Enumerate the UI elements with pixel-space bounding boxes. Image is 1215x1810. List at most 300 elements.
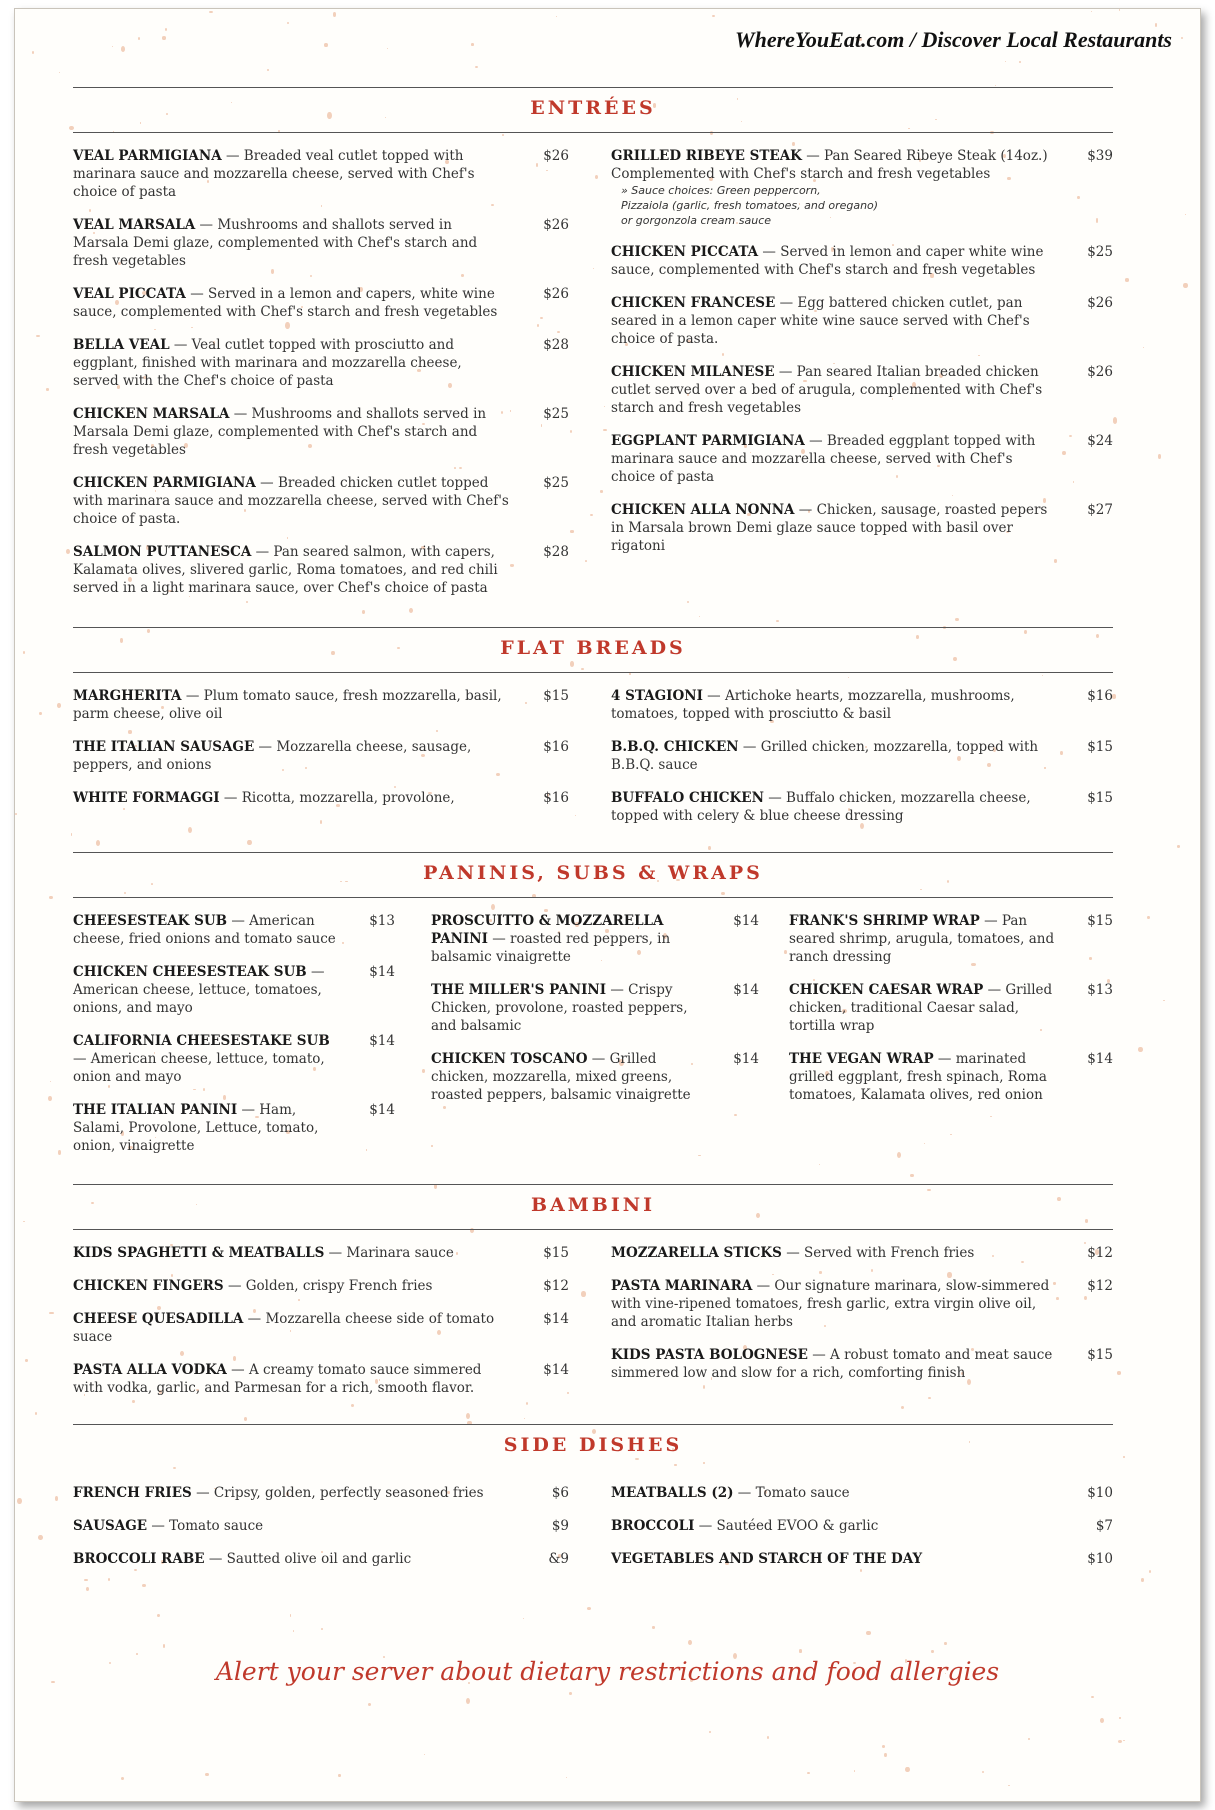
menu-item <box>73 1361 569 1397</box>
sauce-choice-line: » Sauce choices: Green peppercorn, <box>621 184 821 197</box>
speckle <box>387 48 389 50</box>
speckle <box>884 1753 887 1758</box>
divider <box>73 1229 1113 1230</box>
speckle <box>1100 1718 1104 1723</box>
speckle <box>290 1614 292 1616</box>
item-description: — Grilled chicken, mozzarella, topped with B.B.Q. sauce <box>611 739 1039 773</box>
speckle <box>882 1745 885 1748</box>
speckle <box>39 712 42 716</box>
speckle <box>982 1771 985 1774</box>
menu-item <box>73 1101 395 1155</box>
item-price: $14 <box>733 982 759 998</box>
menu-item <box>73 1244 569 1262</box>
divider <box>73 87 1113 88</box>
flatbreads-section <box>73 627 1113 837</box>
item-price: $25 <box>1087 244 1113 260</box>
item-price: $15 <box>1087 790 1113 806</box>
item-price: $27 <box>1087 502 1113 518</box>
speckle <box>524 1418 525 1419</box>
item-name: THE ITALIAN SAUSAGE <box>73 739 255 755</box>
menu-item <box>431 981 759 1035</box>
menu-item <box>431 1050 759 1104</box>
speckle <box>807 1772 810 1774</box>
site-header[interactable]: WhereYouEat.com / Discover Local Restaurants <box>735 27 1172 52</box>
item-name: BROCCOLI RABE <box>73 1551 205 1567</box>
flatbreads-left-column <box>73 687 569 822</box>
item-name: CHICKEN CAESAR WRAP <box>789 982 984 998</box>
speckle <box>1123 1740 1125 1741</box>
speckle <box>708 846 711 850</box>
item-name: VEAL PICCATA <box>73 286 186 302</box>
menu-item <box>73 216 569 270</box>
speckle <box>1118 1740 1122 1743</box>
item-name: CHICKEN CHEESESTEAK SUB <box>73 964 307 980</box>
item-description: — Served with French fries <box>781 1245 975 1261</box>
item-name: CHICKEN MARSALA <box>73 406 230 422</box>
item-description: — Mushrooms and shallots served in Marsala Demi glaze, complemented with Chef's starch and fresh vegetables <box>73 217 478 269</box>
speckle <box>712 15 714 17</box>
item-description: — Veal cutlet topped with prosciutto and eggplant, finished with marinara and mozzarella cheese, served with the Chef's choice of pasta <box>73 337 462 389</box>
speckle <box>931 1650 934 1653</box>
speckle <box>652 1626 655 1628</box>
section-header <box>73 87 1113 133</box>
menu-item <box>611 243 1113 279</box>
item-price: $14 <box>369 1102 395 1118</box>
speckle <box>523 1618 524 1619</box>
item-description: — Pan seared salmon, with capers, Kalamata olives, slivered garlic, Roma tomatoes, and red chili served in a light marinara sauce, over Chef's choice of pasta <box>73 544 498 596</box>
item-price: $24 <box>1087 433 1113 449</box>
item-description: — Pan Seared Ribeye Steak (14oz.) Complemented with Chef's starch and fresh vegetables <box>611 148 1048 182</box>
entrees-right-column <box>611 147 1113 570</box>
speckle <box>165 28 167 30</box>
menu-item <box>73 405 569 459</box>
speckle <box>46 388 49 390</box>
item-description: — Our signature marinara, slow-simmered with vine-ripened tomatoes, fresh garlic, extra virgin olive oil, and aromatic Italian herbs <box>611 1278 1050 1330</box>
menu-item <box>789 1050 1113 1104</box>
menu-item <box>73 1310 569 1346</box>
speckle <box>49 1312 53 1315</box>
item-name: VEAL PARMIGIANA <box>73 148 222 164</box>
item-price: $15 <box>543 1245 569 1261</box>
item-price: $12 <box>1087 1278 1113 1294</box>
item-description: — A creamy tomato sauce simmered with vodka, garlic, and Parmesan for a rich, smooth flavor. <box>73 1362 482 1396</box>
allergy-note: Alert your server about dietary restrictions and food allergies <box>215 1657 1000 1686</box>
menu-item <box>611 1244 1113 1262</box>
item-price: $15 <box>1087 1347 1113 1363</box>
menu-item <box>611 1277 1113 1331</box>
speckle <box>866 1631 870 1635</box>
item-price: $14 <box>543 1362 569 1378</box>
speckle <box>1141 1578 1145 1582</box>
item-price: $14 <box>1087 1051 1113 1067</box>
item-name: THE VEGAN WRAP <box>789 1051 934 1067</box>
menu-item <box>73 474 569 528</box>
speckle <box>699 616 700 617</box>
item-name: EGGPLANT PARMIGIANA <box>611 433 805 449</box>
divider <box>73 132 1113 133</box>
item-price: $26 <box>543 217 569 233</box>
item-name: MEATBALLS (2) <box>611 1485 734 1501</box>
item-description: — Egg battered chicken cutlet, pan seared in a lemon caper white wine sauce served with Chef's choice of pasta. <box>611 295 1030 347</box>
speckle <box>96 840 100 846</box>
sides-left-column <box>73 1484 569 1583</box>
speckle <box>324 43 327 47</box>
menu-item <box>73 1484 569 1502</box>
item-price: $39 <box>1087 148 1113 164</box>
sauce-choice-line: or gorgonzola cream sauce <box>621 214 772 227</box>
speckle <box>66 549 70 554</box>
speckle <box>138 37 140 40</box>
item-name: 4 STAGIONI <box>611 688 703 704</box>
item-description: — Buffalo chicken, mozzarella cheese, topped with celery & blue cheese dressing <box>611 790 1031 824</box>
speckle <box>1028 1738 1030 1741</box>
item-description: — A robust tomato and meat sauce simmered low and slow for a rich, comforting finish <box>611 1347 1053 1381</box>
speckle <box>368 1703 371 1706</box>
speckle <box>1091 1696 1094 1698</box>
speckle <box>38 1535 42 1540</box>
item-description: — Served in a lemon and capers, white wine sauce, complemented with Chef's starch and fresh vegetables <box>73 286 498 320</box>
item-price: $12 <box>543 1278 569 1294</box>
speckle <box>475 66 477 68</box>
speckle <box>293 1630 295 1633</box>
paninis-section <box>73 852 1113 1162</box>
item-name: THE ITALIAN PANINI <box>73 1102 238 1118</box>
item-name: FRANK'S SHRIMP WRAP <box>789 913 980 929</box>
item-description: — Pan seared shrimp, arugula, tomatoes, and ranch dressing <box>789 913 1055 965</box>
item-price: $28 <box>543 544 569 560</box>
speckle <box>163 1644 166 1648</box>
item-price: $14 <box>369 1033 395 1049</box>
speckle <box>59 72 60 73</box>
speckle <box>587 1607 591 1610</box>
speckle <box>1008 1785 1010 1786</box>
speckle <box>466 1698 470 1704</box>
menu-item <box>611 363 1113 417</box>
item-price: $7 <box>1095 1518 1113 1534</box>
menu-item <box>73 738 569 774</box>
speckle <box>17 1498 21 1504</box>
menu-item <box>789 981 1113 1035</box>
item-description: — Tomato sauce <box>147 1518 264 1534</box>
item-name: CHICKEN FRANCESE <box>611 295 776 311</box>
section-header <box>73 852 1113 898</box>
menu-item <box>611 501 1113 555</box>
speckle <box>1119 1717 1121 1718</box>
speckle <box>1125 278 1129 281</box>
item-description: — American cheese, lettuce, tomatoes, onions, and mayo <box>73 964 325 1016</box>
item-price: $15 <box>543 688 569 704</box>
item-description: — Breaded chicken cutlet topped with marinara sauce and mozzarella cheese, served with Chef's choice of pasta. <box>73 475 509 527</box>
item-price: $25 <box>543 406 569 422</box>
item-price: $16 <box>543 790 569 806</box>
item-price: $10 <box>1087 1551 1113 1567</box>
item-price: $14 <box>543 1311 569 1327</box>
item-name: CHICKEN FINGERS <box>73 1278 224 1294</box>
item-description: — Breaded veal cutlet topped with marinara sauce and mozzarella cheese, served with Chef's choice of pasta <box>73 148 475 200</box>
menu-item <box>789 912 1113 966</box>
menu-item <box>73 147 569 201</box>
section-header <box>73 627 1113 673</box>
speckle <box>121 46 125 52</box>
menu-item <box>611 738 1113 774</box>
item-description: — Ham, Salami, Provolone, Lettuce, tomato, onion, vinaigrette <box>73 1102 319 1154</box>
item-price: $16 <box>1087 688 1113 704</box>
item-price: $15 <box>1087 913 1113 929</box>
item-name: BUFFALO CHICKEN <box>611 790 764 806</box>
speckle <box>944 1642 947 1646</box>
speckle <box>819 1164 820 1165</box>
speckle <box>35 1412 38 1415</box>
speckle <box>767 1736 769 1739</box>
item-name: SAUSAGE <box>73 1518 148 1534</box>
speckle <box>1183 283 1187 288</box>
item-description: — Grilled chicken, traditional Caesar salad, tortilla wrap <box>789 982 1053 1034</box>
speckle <box>321 1628 323 1630</box>
item-description: — Sautted olive oil and garlic <box>204 1551 412 1567</box>
menu-item <box>611 1517 1113 1535</box>
item-price: &9 <box>548 1551 569 1567</box>
item-price: $9 <box>551 1518 569 1534</box>
item-description: — Served in lemon and caper white wine sauce, complemented with Chef's starch and fresh vegetables <box>611 244 1044 278</box>
menu-item <box>611 789 1113 825</box>
speckle <box>287 22 289 24</box>
item-description: — Pan seared Italian breaded chicken cutlet served over a bed of arugula, complemented with Chef's starch and fresh vegetables <box>611 364 1043 416</box>
item-name: THE MILLER'S PANINI <box>431 982 607 998</box>
speckle <box>50 1081 52 1082</box>
item-price: $14 <box>369 964 395 980</box>
item-name: CHICKEN ALLA NONNA <box>611 502 795 518</box>
paninis-column-2 <box>431 912 759 1119</box>
speckle <box>776 620 779 622</box>
speckle <box>424 1754 425 1755</box>
menu-item <box>73 1032 395 1086</box>
speckle <box>1158 454 1161 459</box>
speckle <box>1149 1570 1152 1573</box>
bambini-right-column <box>611 1244 1113 1397</box>
speckle <box>57 703 61 708</box>
menu-item <box>73 543 569 597</box>
speckle <box>23 651 25 654</box>
item-name: MARGHERITA <box>73 688 182 704</box>
item-description: — Plum tomato sauce, fresh mozzarella, basil, parm cheese, olive oil <box>73 688 502 722</box>
menu-item <box>611 432 1113 486</box>
speckle <box>112 46 114 47</box>
menu-page <box>14 8 1201 1802</box>
item-price: $13 <box>1087 982 1113 998</box>
speckle <box>955 618 958 621</box>
item-description: — American cheese, lettuce, tomato, onion and mayo <box>73 1051 325 1085</box>
item-description: — Crispy Chicken, provolone, roasted peppers, and balsamic <box>431 982 688 1034</box>
divider <box>73 672 1113 673</box>
flatbreads-right-column <box>611 687 1113 840</box>
item-price: $14 <box>733 1051 759 1067</box>
speckle <box>32 51 34 54</box>
item-description: — Golden, crispy French fries <box>223 1278 433 1294</box>
item-name: SALMON PUTTANESCA <box>73 544 252 560</box>
item-price: $6 <box>551 1485 569 1501</box>
menu-item <box>73 687 569 723</box>
section-header <box>73 1184 1113 1230</box>
menu-item <box>73 912 395 948</box>
speckle <box>25 1359 28 1362</box>
item-description: — Mozzarella cheese, sausage, peppers, and onions <box>73 739 472 773</box>
speckle <box>1177 845 1180 848</box>
menu-item <box>611 1550 1113 1568</box>
speckle <box>1163 1000 1166 1002</box>
item-price: $12 <box>1087 1245 1113 1261</box>
menu-item <box>73 1517 569 1535</box>
divider <box>73 627 1113 628</box>
item-name: BELLA VEAL <box>73 337 170 353</box>
item-price: $26 <box>543 286 569 302</box>
speckle <box>209 11 213 14</box>
item-name: PASTA MARINARA <box>611 1278 753 1294</box>
item-price: $14 <box>733 913 759 929</box>
speckle <box>338 1774 341 1778</box>
entrees-left-column <box>73 147 569 612</box>
speckle <box>471 43 473 46</box>
speckle <box>49 896 53 899</box>
item-description: — Chicken, sausage, roasted pepers in Marsala brown Demi glaze sauce topped with basil over rigatoni <box>611 502 1048 554</box>
item-price: $13 <box>369 913 395 929</box>
speckle <box>1119 9 1120 11</box>
item-description: — Mushrooms and shallots served in Marsala Demi glaze, complemented with Chef's starch and fresh vegetables <box>73 406 487 458</box>
item-name: KIDS SPAGHETTI & MEATBALLS <box>73 1245 325 1261</box>
item-description: — Artichoke hearts, mozzarella, mushrooms, tomatoes, topped with prosciutto & basil <box>611 688 1015 722</box>
speckle <box>121 1777 124 1780</box>
item-price: $10 <box>1087 1485 1113 1501</box>
item-name: B.B.Q. CHICKEN <box>611 739 739 755</box>
menu-item <box>73 789 569 807</box>
speckle <box>1117 1371 1121 1374</box>
speckle <box>709 1731 710 1733</box>
speckle <box>556 16 557 17</box>
menu-item <box>611 1484 1113 1502</box>
menu-item <box>611 294 1113 348</box>
menu-item <box>611 687 1113 723</box>
item-name: CHICKEN MILANESE <box>611 364 775 380</box>
item-name: PROSCUITTO & MOZZARELLA PANINI <box>431 913 664 947</box>
item-description: — Tomato sauce <box>733 1485 850 1501</box>
item-description: — Grilled chicken, mozzarella, mixed greens, roasted peppers, balsamic vinaigrette <box>431 1051 691 1103</box>
menu-item <box>73 1550 569 1568</box>
speckle <box>1005 61 1006 62</box>
item-price: $15 <box>1087 739 1113 755</box>
speckle <box>1091 11 1092 12</box>
item-name: KIDS PASTA BOLOGNESE <box>611 1347 808 1363</box>
item-name: FRENCH FRIES <box>73 1485 192 1501</box>
menu-item <box>431 912 759 966</box>
item-description: — Mozzarella cheese side of tomato suace <box>73 1311 495 1345</box>
paninis-column-1 <box>73 912 395 1170</box>
sauce-choice-line: Pizzaiola (garlic, fresh tomatoes, and oregano) <box>621 199 879 212</box>
paninis-column-3 <box>789 912 1113 1119</box>
speckle <box>247 840 251 846</box>
speckle <box>36 335 39 337</box>
speckle <box>23 1221 25 1223</box>
section-title: BAMBINI <box>530 1194 656 1216</box>
item-price: $28 <box>543 337 569 353</box>
menu-item <box>611 147 1113 228</box>
speckle <box>1113 417 1117 423</box>
speckle <box>48 1096 52 1101</box>
menu-item <box>73 336 569 390</box>
bambini-left-column <box>73 1244 569 1412</box>
speckle <box>854 1770 855 1772</box>
speckle <box>1185 214 1186 216</box>
speckle <box>244 1417 247 1421</box>
speckle <box>688 1640 692 1645</box>
menu-item <box>611 1346 1113 1382</box>
speckle <box>1123 1456 1125 1458</box>
menu-item <box>73 963 395 1017</box>
item-name: BROCCOLI <box>611 1518 695 1534</box>
speckle <box>136 1653 139 1655</box>
sides-section <box>73 1424 1113 1594</box>
sides-right-column <box>611 1484 1113 1583</box>
item-name: WHITE FORMAGGI <box>73 790 220 806</box>
divider <box>73 852 1113 853</box>
speckle <box>55 1496 59 1501</box>
speckle <box>267 69 269 71</box>
item-description: — American cheese, fried onions and tomato sauce <box>73 913 336 947</box>
item-name: MOZZARELLA STICKS <box>611 1245 782 1261</box>
speckle <box>910 1174 913 1177</box>
item-price: $26 <box>543 148 569 164</box>
menu-item <box>73 285 569 321</box>
item-name: VEGETABLES AND STARCH OF THE DAY <box>611 1551 923 1567</box>
speckle <box>1019 61 1020 63</box>
speckle <box>157 1614 160 1617</box>
divider <box>73 1424 1113 1425</box>
item-price: $26 <box>1087 295 1113 311</box>
speckle <box>1138 1047 1142 1052</box>
item-description: — Breaded eggplant topped with marinara sauce and mozzarella cheese, served with Chef's choice of pasta <box>611 433 1036 485</box>
item-name: PASTA ALLA VODKA <box>73 1362 227 1378</box>
item-description: — marinated grilled eggplant, fresh spinach, Roma tomatoes, Kalamata olives, red onion <box>789 1051 1047 1103</box>
item-name: GRILLED RIBEYE STEAK <box>611 148 802 164</box>
item-price: $25 <box>543 475 569 491</box>
item-name: VEAL MARSALA <box>73 217 196 233</box>
speckle <box>15 813 17 815</box>
item-name: CALIFORNIA CHEESESTAKE SUB <box>73 1033 330 1049</box>
item-description: — Cripsy, golden, perfectly seasoned fries <box>191 1485 484 1501</box>
speckle <box>569 1692 572 1695</box>
speckle <box>566 1777 567 1778</box>
speckle <box>333 12 337 17</box>
item-description: — Sautéed EVOO & garlic <box>694 1518 879 1534</box>
divider <box>73 1184 1113 1185</box>
menu-item <box>73 1277 569 1295</box>
section-title: SIDE DISHES <box>503 1434 683 1456</box>
item-description: — Ricotta, mozzarella, provolone, <box>219 790 455 806</box>
item-name: CHEESESTEAK SUB <box>73 913 228 929</box>
speckle <box>58 1150 62 1155</box>
section-header <box>73 1424 1113 1470</box>
bambini-section <box>73 1184 1113 1414</box>
section-title: PANINIS, SUBS & WRAPS <box>423 862 763 884</box>
speckle <box>205 1773 209 1777</box>
item-name: CHICKEN TOSCANO <box>431 1051 588 1067</box>
item-name: CHICKEN PARMIGIANA <box>73 475 256 491</box>
speckle <box>1181 37 1183 39</box>
entrees-section <box>73 87 1113 596</box>
speckle <box>1147 916 1150 919</box>
speckle <box>995 85 996 86</box>
speckle <box>799 1649 803 1652</box>
item-description: — Marinara sauce <box>324 1245 454 1261</box>
item-price: $26 <box>1087 364 1113 380</box>
